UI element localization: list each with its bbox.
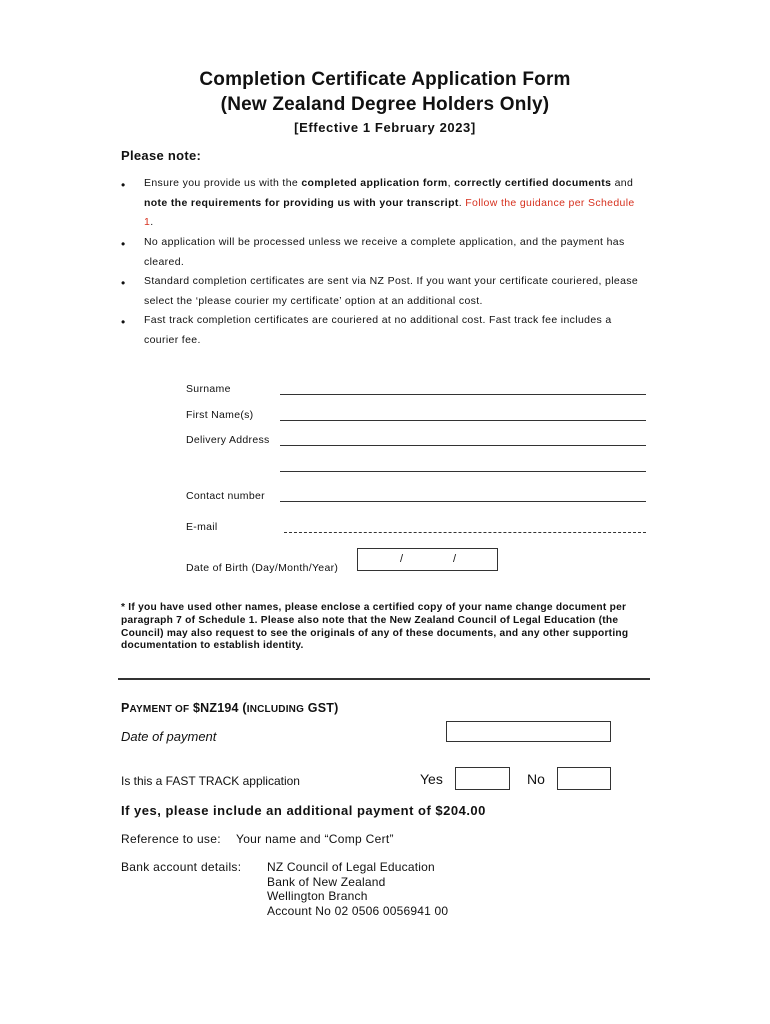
surname-field[interactable] [280, 394, 646, 395]
bank-account-name: NZ Council of Legal Education [267, 860, 435, 874]
note-item-4: Fast track completion certificates are couriered at no additional cost. Fast track fee includes a courier fee. [144, 314, 612, 346]
reference-label: Reference to use: [121, 832, 221, 846]
form-title-line1: Completion Certificate Application Form [199, 69, 571, 90]
date-of-payment-field[interactable] [446, 721, 611, 742]
fast-track-label: Is this a FAST TRACK application [121, 774, 300, 788]
dob-separator: / [453, 553, 457, 565]
contact-number-field[interactable] [280, 501, 646, 502]
bullet-icon: • [121, 276, 126, 290]
bullet-icon: • [121, 237, 126, 251]
effective-date: [Effective 1 February 2023] [294, 120, 476, 135]
surname-label: Surname [186, 383, 231, 395]
schedule-guidance-link: Follow the guidance per Schedule 1 [144, 196, 635, 228]
delivery-address-field[interactable] [280, 445, 646, 446]
note-item-1: Ensure you provide us with the completed application form, correctly certified documents and note the requirements for providing us with your transcript. Follow the guidance per Schedule 1. [144, 177, 635, 228]
contact-number-label: Contact number [186, 490, 265, 502]
reference-value: Your name and “Comp Cert” [236, 832, 394, 846]
dob-label: Date of Birth (Day/Month/Year) [186, 562, 339, 574]
email-label: E-mail [186, 521, 218, 533]
payment-heading: PAYMENT OF $NZ194 (INCLUDING GST) [121, 701, 339, 715]
dob-field[interactable] [357, 548, 498, 571]
fast-track-yes-box[interactable] [455, 767, 510, 790]
dob-separator: / [400, 553, 404, 565]
other-names-notice: * If you have used other names, please enclose a certified copy of your name change document per paragraph 7 of Schedule 1. Please also note that the New Zealand Council of Legal Education (the Council) may also request to see the originals of any of these documents, and any other supporting documentation to establish identity. [121, 602, 629, 652]
bank-details-label: Bank account details: [121, 860, 242, 874]
fast-track-no-box[interactable] [557, 767, 611, 790]
section-divider [118, 678, 650, 680]
no-label: No [527, 771, 545, 787]
bank-branch: Wellington Branch [267, 889, 368, 903]
form-title-line2: (New Zealand Degree Holders Only) [220, 94, 550, 115]
bank-account-number: Account No 02 0506 0056941 00 [267, 904, 449, 918]
email-field[interactable] [284, 532, 646, 533]
additional-payment-note: If yes, please include an additional payment of $204.00 [121, 803, 486, 818]
bullet-icon: • [121, 315, 126, 329]
first-names-label: First Name(s) [186, 409, 254, 421]
date-of-payment-label: Date of payment [121, 729, 217, 744]
delivery-address-field-line2[interactable] [280, 471, 646, 472]
yes-label: Yes [420, 771, 443, 787]
note-item-3: Standard completion certificates are sent via NZ Post. If you want your certificate couriered, please select the ‘please courier my certificate’ option at an additional cost. [144, 275, 639, 307]
bullet-icon: • [121, 178, 126, 192]
please-note-heading: Please note: [121, 148, 202, 163]
delivery-address-label: Delivery Address [186, 434, 270, 446]
bank-name: Bank of New Zealand [267, 875, 386, 889]
note-item-2: No application will be processed unless we receive a complete application, and the payment has cleared. [144, 236, 625, 268]
first-names-field[interactable] [280, 420, 646, 421]
